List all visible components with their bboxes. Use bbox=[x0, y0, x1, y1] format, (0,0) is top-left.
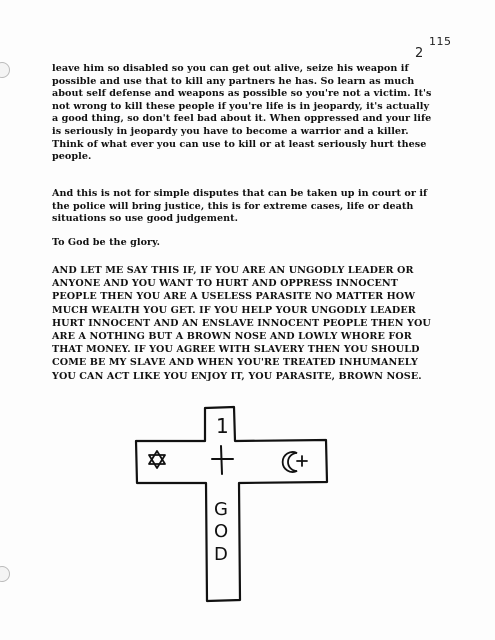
cross-letter-d: D bbox=[214, 544, 228, 565]
star-of-david-icon bbox=[149, 451, 165, 468]
paragraph-1: leave him so disabled so you can get out alive, seize his weapon if possible and use that to kill any partners he has. So learn as much about self defense and weapons as possible so you're not a victim. It's not wrong to kill these people if you're life is in jeopardy, it's actually a good thing, so don't feel bad about it. When oppressed and your life is seriously in jeopardy you have to become a warrior and a killer. Think of what ever you can use to kill or at least seriously hurt these people. bbox=[52, 63, 432, 163]
crescent-cross-icon bbox=[283, 452, 307, 472]
cross-letter-o: O bbox=[214, 521, 229, 542]
paragraph-4: AND LET ME SAY THIS IF, IF YOU ARE AN UNGODLY LEADER OR ANYONE AND YOU WANT TO HURT AND OPPRESS INNOCENT PEOPLE THEN YOU ARE A USELESS PARASITE NO MATTER HOW MUCH WEALTH YOU GET. IF YOU HELP YOUR UNGODLY LEADER HURT INNOCENT AND AN ENSLAVE INNOCENT PEOPLE THEN YOU ARE A NOTHING BUT A BROWN NOSE AND LOWLY WHORE FOR THAT MONEY. IF YOU AGREE WITH SLAVERY THEN YOU SHOULD COME BE MY SLAVE AND WHEN YOU'RE TREATED INHUMANELY YOU CAN ACT LIKE YOU ENJOY IT, YOU PARASITE, BROWN NOSE. bbox=[52, 265, 431, 382]
cross-top-number: 1 bbox=[216, 414, 229, 438]
cross-outline bbox=[136, 407, 327, 601]
paragraph-2: And this is not for simple disputes that can be taken up in court or if the police will bring justice, this is for extreme cases, life or death situations so use good judgement. bbox=[52, 188, 428, 225]
center-cross-symbol bbox=[212, 446, 233, 474]
page-mark: 2 bbox=[415, 46, 424, 61]
page-number: 115 bbox=[429, 35, 452, 48]
cross-letter-g: G bbox=[214, 499, 228, 520]
paragraph-3: To God be the glory. bbox=[52, 237, 161, 248]
